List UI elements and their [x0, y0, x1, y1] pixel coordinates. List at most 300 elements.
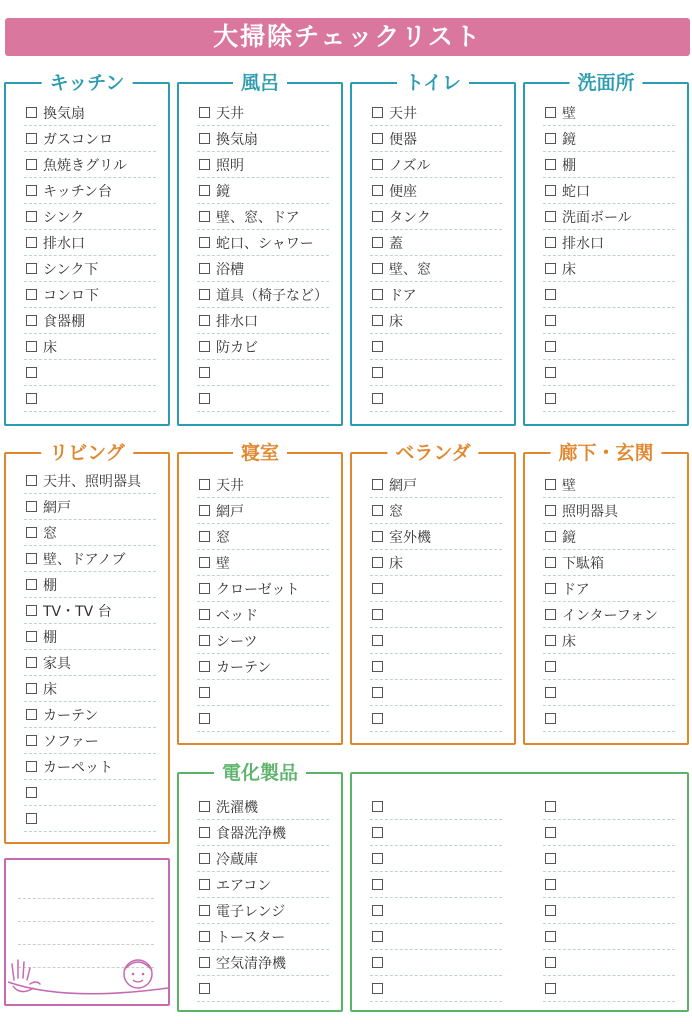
checklist-item[interactable] — [24, 624, 156, 650]
checklist-item[interactable] — [543, 282, 675, 308]
checkbox[interactable] — [26, 709, 37, 720]
checkbox[interactable] — [26, 133, 37, 144]
checklist-item-label: カーペット — [43, 759, 113, 776]
checkbox[interactable] — [545, 531, 556, 542]
checklist-item-label: インターフォン — [562, 607, 659, 624]
checkbox[interactable] — [545, 957, 556, 968]
checklist-item[interactable] — [24, 100, 156, 126]
checkbox[interactable] — [26, 393, 37, 404]
checkbox[interactable] — [26, 315, 37, 326]
checkbox[interactable] — [199, 531, 210, 542]
checklist-item-label: 棚 — [43, 577, 57, 594]
checklist-item[interactable] — [543, 178, 675, 204]
checkbox[interactable] — [199, 237, 210, 248]
checklist-item[interactable] — [543, 550, 675, 576]
checkbox[interactable] — [26, 263, 37, 274]
checklist-item[interactable] — [197, 256, 329, 282]
checkbox[interactable] — [26, 367, 37, 378]
checklist-item[interactable] — [197, 524, 329, 550]
checklist-item-label: 鏡 — [216, 183, 230, 200]
checklist-item[interactable] — [24, 546, 156, 572]
checklist-item-label: 電子レンジ — [216, 903, 286, 920]
checklist-item[interactable] — [197, 308, 329, 334]
checkbox[interactable] — [545, 237, 556, 248]
checklist-item[interactable] — [197, 230, 329, 256]
checklist-item-label: ソファー — [43, 733, 99, 750]
checkbox[interactable] — [199, 661, 210, 672]
checklist-item[interactable] — [543, 846, 675, 872]
checklist-item[interactable] — [197, 126, 329, 152]
checkbox[interactable] — [26, 107, 37, 118]
checklist-item[interactable] — [543, 256, 675, 282]
checklist-item-label: 照明 — [216, 157, 244, 174]
checklist-item-label: シンク — [43, 209, 85, 226]
checkbox[interactable] — [372, 879, 383, 890]
section-appliances — [177, 762, 343, 1012]
checkbox[interactable] — [372, 479, 383, 490]
checklist-item-label: 排水口 — [562, 235, 604, 252]
checklist-item-label: 冷蔵庫 — [216, 851, 258, 868]
checklist-item[interactable] — [543, 472, 675, 498]
checkbox[interactable] — [545, 263, 556, 274]
checklist-item-label: 蛇口 — [562, 183, 590, 200]
checklist-item[interactable] — [197, 602, 329, 628]
checkbox[interactable] — [545, 315, 556, 326]
checklist-item-label: コンロ下 — [43, 287, 99, 304]
checkbox[interactable] — [545, 853, 556, 864]
checkbox[interactable] — [199, 315, 210, 326]
checkbox[interactable] — [372, 341, 383, 352]
checkbox[interactable] — [199, 853, 210, 864]
checkbox[interactable] — [372, 367, 383, 378]
checkbox[interactable] — [26, 237, 37, 248]
checklist-item[interactable] — [197, 576, 329, 602]
checklist-item[interactable] — [370, 706, 502, 732]
checklist-item[interactable] — [24, 780, 156, 806]
checklist-item[interactable] — [370, 654, 502, 680]
checkbox[interactable] — [545, 931, 556, 942]
checklist-item[interactable] — [370, 976, 502, 1002]
checkbox[interactable] — [199, 289, 210, 300]
checklist-item[interactable] — [197, 628, 329, 654]
checklist-item[interactable] — [24, 728, 156, 754]
checklist-item[interactable] — [24, 468, 156, 494]
checkbox[interactable] — [199, 211, 210, 222]
checklist-item-label: カーテン — [43, 707, 99, 724]
checklist-item[interactable] — [543, 680, 675, 706]
checklist-item[interactable] — [24, 754, 156, 780]
checklist-item-label: 壁 — [216, 555, 230, 572]
checkbox[interactable] — [199, 905, 210, 916]
checkbox[interactable] — [26, 211, 37, 222]
checklist-item[interactable] — [24, 650, 156, 676]
checkbox[interactable] — [199, 505, 210, 516]
checkbox[interactable] — [545, 505, 556, 516]
checkbox[interactable] — [372, 931, 383, 942]
checkbox[interactable] — [199, 687, 210, 698]
section-bath — [177, 72, 343, 426]
checklist-item[interactable] — [543, 204, 675, 230]
checklist-item[interactable] — [24, 256, 156, 282]
checklist-item-label: 換気扇 — [216, 131, 258, 148]
checkbox[interactable] — [372, 289, 383, 300]
checkbox[interactable] — [26, 813, 37, 824]
checkbox[interactable] — [372, 661, 383, 672]
checkbox[interactable] — [545, 107, 556, 118]
checkbox[interactable] — [26, 159, 37, 170]
checkbox[interactable] — [545, 609, 556, 620]
checklist-item[interactable] — [370, 576, 502, 602]
checklist-item-label: 鏡 — [562, 529, 576, 546]
checklist-item-label: ノズル — [389, 157, 431, 174]
checkbox[interactable] — [545, 393, 556, 404]
checkbox[interactable] — [545, 367, 556, 378]
checklist-item[interactable] — [370, 872, 502, 898]
checklist-item[interactable] — [370, 820, 502, 846]
checklist-item[interactable] — [543, 386, 675, 412]
section-title-hallway: 廊下・玄関 — [550, 440, 661, 466]
checklist-item[interactable] — [24, 282, 156, 308]
checklist-item[interactable] — [543, 654, 675, 680]
checkbox[interactable] — [199, 801, 210, 812]
checklist-item-label: ドア — [389, 287, 417, 304]
checklist-item[interactable] — [197, 152, 329, 178]
checklist-item-label: 網戸 — [43, 499, 71, 516]
checkbox[interactable] — [26, 527, 37, 538]
checkbox[interactable] — [545, 341, 556, 352]
page-title: 大掃除チェックリスト — [5, 18, 690, 56]
checkbox[interactable] — [545, 905, 556, 916]
checkbox[interactable] — [372, 133, 383, 144]
checklist-item-label: 床 — [562, 633, 576, 650]
checklist-item-label: 洗濯機 — [216, 799, 258, 816]
checklist-item[interactable] — [197, 706, 329, 732]
checklist-item[interactable] — [24, 204, 156, 230]
checklist-item[interactable] — [197, 820, 329, 846]
checklist-item[interactable] — [197, 976, 329, 1002]
section-title-living: リビング — [41, 440, 133, 466]
checklist-item[interactable] — [370, 550, 502, 576]
checkbox[interactable] — [26, 657, 37, 668]
checklist-item-label: トースター — [216, 929, 286, 946]
checklist-item[interactable] — [370, 602, 502, 628]
checkbox[interactable] — [26, 787, 37, 798]
checklist-item[interactable] — [370, 126, 502, 152]
checkbox[interactable] — [26, 501, 37, 512]
checklist-item-label: シーツ — [216, 633, 258, 650]
checklist-item-label: 床 — [562, 261, 576, 278]
checklist-item[interactable] — [370, 846, 502, 872]
checklist-item[interactable] — [24, 676, 156, 702]
checklist-item-label: 天井、照明器具 — [43, 473, 141, 490]
checklist-item[interactable] — [370, 204, 502, 230]
checklist-item[interactable] — [197, 204, 329, 230]
checklist-item[interactable] — [370, 308, 502, 334]
checklist-item[interactable] — [24, 494, 156, 520]
checklist-item[interactable] — [24, 308, 156, 334]
section-title-kitchen: キッチン — [42, 70, 133, 96]
checkbox[interactable] — [26, 631, 37, 642]
checkbox[interactable] — [199, 341, 210, 352]
checkbox[interactable] — [545, 211, 556, 222]
checklist-item-label: 窓 — [43, 525, 57, 542]
checkbox[interactable] — [545, 635, 556, 646]
checkbox[interactable] — [26, 185, 37, 196]
checklist-item-label: エアコン — [216, 877, 272, 894]
checkbox[interactable] — [545, 661, 556, 672]
checkbox[interactable] — [372, 263, 383, 274]
checkbox[interactable] — [545, 185, 556, 196]
checklist-item[interactable] — [197, 680, 329, 706]
checkbox[interactable] — [372, 853, 383, 864]
checklist-item[interactable] — [543, 230, 675, 256]
checklist-item-label: 天井 — [389, 105, 417, 122]
checklist-item[interactable] — [370, 100, 502, 126]
checklist-item[interactable] — [24, 572, 156, 598]
checkbox[interactable] — [199, 159, 210, 170]
checklist-item-label: 蓋 — [389, 235, 403, 252]
checkbox[interactable] — [372, 557, 383, 568]
checkbox[interactable] — [199, 931, 210, 942]
checklist-item-label: 網戸 — [389, 477, 417, 494]
checkbox[interactable] — [372, 583, 383, 594]
checklist-item-label: 下駄箱 — [562, 555, 604, 572]
checklist-item-label: 換気扇 — [43, 105, 85, 122]
checklist-item[interactable] — [24, 598, 156, 624]
checklist-item[interactable] — [543, 308, 675, 334]
checklist-item[interactable] — [370, 386, 502, 412]
checklist-item-label: 浴槽 — [216, 261, 244, 278]
checklist-item[interactable] — [197, 550, 329, 576]
checkbox[interactable] — [545, 827, 556, 838]
checkbox[interactable] — [199, 957, 210, 968]
checklist-item[interactable] — [543, 898, 675, 924]
checkbox[interactable] — [545, 289, 556, 300]
checklist-item[interactable] — [370, 680, 502, 706]
checklist-item[interactable] — [370, 334, 502, 360]
checklist-item-label: 食器棚 — [43, 313, 85, 330]
checklist-item[interactable] — [543, 360, 675, 386]
checkbox[interactable] — [372, 505, 383, 516]
checklist-item[interactable] — [197, 498, 329, 524]
checkbox[interactable] — [545, 687, 556, 698]
checkbox[interactable] — [372, 609, 383, 620]
checklist-item-label: 床 — [43, 681, 57, 698]
checklist-item[interactable] — [24, 360, 156, 386]
checkbox[interactable] — [372, 827, 383, 838]
checkbox[interactable] — [26, 341, 37, 352]
checklist-item[interactable] — [543, 602, 675, 628]
checklist-item-label: 家具 — [43, 655, 71, 672]
checkbox[interactable] — [26, 289, 37, 300]
checklist-item[interactable] — [24, 152, 156, 178]
checklist-item[interactable] — [543, 706, 675, 732]
checklist-item-label: 網戸 — [216, 503, 244, 520]
checkbox[interactable] — [372, 687, 383, 698]
checkbox[interactable] — [372, 107, 383, 118]
checkbox[interactable] — [372, 957, 383, 968]
checkbox[interactable] — [199, 263, 210, 274]
checklist-item[interactable] — [543, 794, 675, 820]
checklist-item-label: 窓 — [216, 529, 230, 546]
checkbox[interactable] — [199, 479, 210, 490]
checklist-item[interactable] — [24, 178, 156, 204]
checkbox[interactable] — [372, 159, 383, 170]
checklist-item[interactable] — [543, 924, 675, 950]
section-extra — [350, 772, 689, 1012]
checklist-item[interactable] — [543, 976, 675, 1002]
section-title-bedroom: 寝室 — [233, 440, 287, 466]
checkbox[interactable] — [545, 801, 556, 812]
checklist-item[interactable] — [370, 794, 502, 820]
checkbox[interactable] — [545, 879, 556, 890]
checkbox[interactable] — [545, 479, 556, 490]
checklist-item[interactable] — [370, 230, 502, 256]
checklist-item-label: キッチン台 — [43, 183, 113, 200]
checklist-item[interactable] — [197, 100, 329, 126]
checkbox[interactable] — [26, 579, 37, 590]
checklist-item[interactable] — [24, 520, 156, 546]
checklist-item[interactable] — [543, 100, 675, 126]
checklist-item[interactable] — [543, 950, 675, 976]
checklist-item-label: 便器 — [389, 131, 417, 148]
checkbox[interactable] — [545, 159, 556, 170]
section-title-toilet: トイレ — [397, 70, 469, 96]
checklist-item[interactable] — [543, 152, 675, 178]
checklist-item[interactable] — [543, 872, 675, 898]
checkbox[interactable] — [26, 761, 37, 772]
checkbox[interactable] — [26, 605, 37, 616]
checklist-item[interactable] — [370, 152, 502, 178]
checkbox[interactable] — [199, 879, 210, 890]
checklist-item-label: 壁、ドアノブ — [43, 551, 126, 568]
section-title-washroom: 洗面所 — [569, 70, 642, 96]
checklist-item[interactable] — [197, 386, 329, 412]
checklist-item-label: 鏡 — [562, 131, 576, 148]
checklist-item-label: 魚焼きグリル — [43, 157, 127, 174]
checkbox[interactable] — [372, 315, 383, 326]
checklist-item[interactable] — [543, 524, 675, 550]
checklist-item[interactable] — [24, 230, 156, 256]
checklist-item-label: クローゼット — [216, 581, 300, 598]
checkbox[interactable] — [372, 635, 383, 646]
checklist-item[interactable] — [543, 576, 675, 602]
checklist-item[interactable] — [543, 628, 675, 654]
checklist-item[interactable] — [197, 846, 329, 872]
checklist-item[interactable] — [370, 178, 502, 204]
checkbox[interactable] — [199, 713, 210, 724]
checklist-item[interactable] — [370, 898, 502, 924]
checkbox[interactable] — [199, 609, 210, 620]
checklist-item[interactable] — [370, 282, 502, 308]
checklist-item[interactable] — [370, 628, 502, 654]
memo-box — [4, 858, 170, 1006]
section-living — [4, 442, 170, 844]
checkbox[interactable] — [372, 801, 383, 812]
checklist-item[interactable] — [197, 924, 329, 950]
checkbox[interactable] — [372, 393, 383, 404]
checklist-item[interactable] — [543, 820, 675, 846]
checkbox[interactable] — [372, 905, 383, 916]
checkbox[interactable] — [372, 531, 383, 542]
checklist-item[interactable] — [370, 950, 502, 976]
checkbox[interactable] — [372, 211, 383, 222]
checklist-item[interactable] — [370, 360, 502, 386]
checklist-item-label: 食器洗浄機 — [216, 825, 286, 842]
checkbox[interactable] — [372, 185, 383, 196]
checkbox[interactable] — [372, 237, 383, 248]
checklist-item[interactable] — [197, 654, 329, 680]
checklist-item[interactable] — [197, 360, 329, 386]
checklist-item[interactable] — [197, 282, 329, 308]
checkbox[interactable] — [26, 475, 37, 486]
checkbox[interactable] — [199, 393, 210, 404]
checklist-item[interactable] — [370, 524, 502, 550]
checkbox[interactable] — [26, 683, 37, 694]
checkbox[interactable] — [372, 983, 383, 994]
checkbox[interactable] — [199, 367, 210, 378]
checklist-item-label: 壁、窓、ドア — [216, 209, 300, 226]
checklist-item[interactable] — [24, 806, 156, 832]
checklist-item-label: 床 — [389, 555, 403, 572]
checklist-item-label: ガスコンロ — [43, 131, 113, 148]
checklist-item[interactable] — [543, 334, 675, 360]
checkbox[interactable] — [199, 983, 210, 994]
checklist-item[interactable] — [370, 924, 502, 950]
checklist-item-label: ドア — [562, 581, 590, 598]
checkbox[interactable] — [199, 583, 210, 594]
checklist-item[interactable] — [197, 472, 329, 498]
checklist-item[interactable] — [197, 950, 329, 976]
checklist-item-label: 室外機 — [389, 529, 431, 546]
checkbox[interactable] — [372, 713, 383, 724]
section-title-bath: 風呂 — [233, 70, 287, 96]
checkbox[interactable] — [199, 827, 210, 838]
checkbox[interactable] — [545, 583, 556, 594]
checkbox[interactable] — [199, 557, 210, 568]
checkbox[interactable] — [545, 557, 556, 568]
checklist-item[interactable] — [197, 334, 329, 360]
checklist-item[interactable] — [370, 256, 502, 282]
checklist-item[interactable] — [543, 498, 675, 524]
checklist-item[interactable] — [197, 898, 329, 924]
checklist-item-label: 空気清浄機 — [216, 955, 286, 972]
checkbox[interactable] — [199, 107, 210, 118]
checklist-item[interactable] — [24, 386, 156, 412]
checkbox[interactable] — [545, 983, 556, 994]
checkbox[interactable] — [545, 713, 556, 724]
checkbox[interactable] — [199, 133, 210, 144]
checklist-item-label: 壁、窓 — [389, 261, 431, 278]
checkbox[interactable] — [199, 185, 210, 196]
checklist-item-label: 天井 — [216, 105, 244, 122]
checklist-item[interactable] — [197, 794, 329, 820]
checkbox[interactable] — [26, 553, 37, 564]
checklist-item[interactable] — [24, 702, 156, 728]
checklist-item[interactable] — [370, 472, 502, 498]
checklist-item[interactable] — [543, 126, 675, 152]
section-toilet — [350, 72, 516, 426]
checkbox[interactable] — [545, 133, 556, 144]
checklist-item[interactable] — [24, 334, 156, 360]
checklist-item-label: 壁 — [562, 477, 576, 494]
checklist-item[interactable] — [24, 126, 156, 152]
checkbox[interactable] — [26, 735, 37, 746]
checklist-item[interactable] — [370, 498, 502, 524]
checklist-item[interactable] — [197, 872, 329, 898]
checkbox[interactable] — [199, 635, 210, 646]
checklist-item[interactable] — [197, 178, 329, 204]
